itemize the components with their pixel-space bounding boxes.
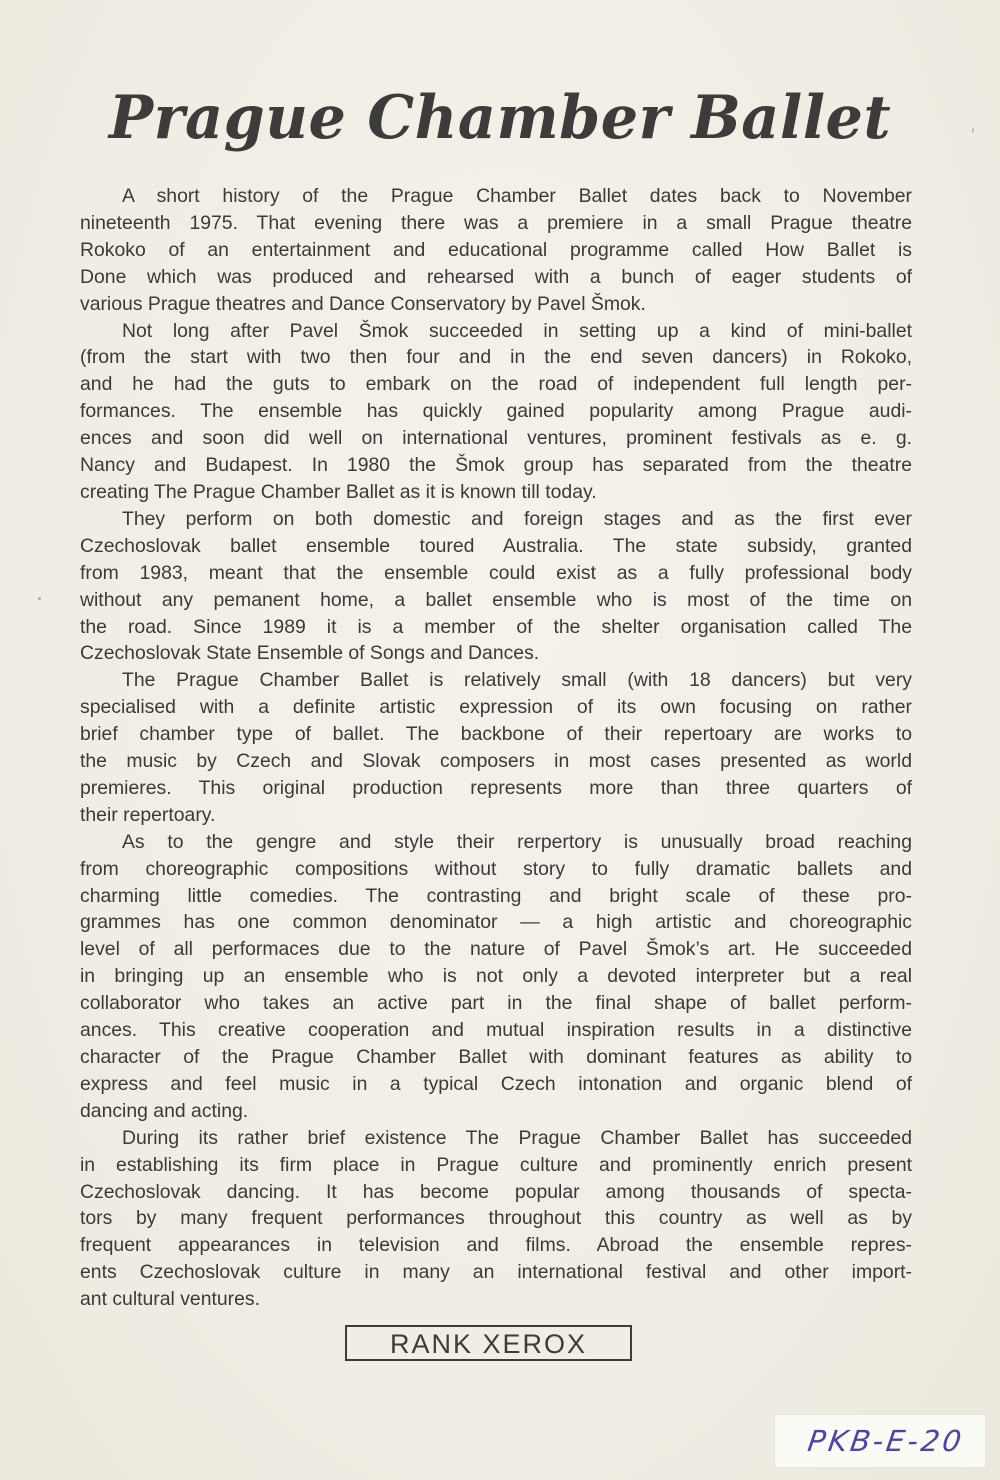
text-line: During its rather brief existence The Prague Chamber Ballet has succeeded (122, 1126, 912, 1149)
paragraph (80, 667, 912, 828)
text-line: dancing and acting. (80, 1099, 249, 1122)
text-line: A short history of the Prague Chamber Ballet dates back to November (122, 185, 912, 207)
paragraph (80, 506, 912, 667)
text-line: level of all performaces due to the nature of Pavel Šmok’s art. He succeeded (80, 938, 912, 961)
text-line: They perform on both domestic and foreign stages and as the first ever (122, 507, 912, 530)
text-line: express and feel music in a typical Czech intonation and organic blend of (80, 1072, 912, 1095)
paper-speck (38, 597, 41, 600)
archive-label-text: PKB-E-20 (805, 1424, 967, 1458)
text-line: Not long after Pavel Šmok succeeded in setting up a kind of mini-ballet (122, 319, 912, 342)
text-line: As to the gengre and style their rerpertory is unusually broad reaching (122, 830, 912, 853)
text-line: nineteenth 1975. That evening there was a premiere in a small Prague theatre (80, 211, 912, 234)
text-line: brief chamber type of ballet. The backbone of their repertoary are works to (80, 723, 912, 746)
text-line: various Prague theatres and Dance Conservatory by Pavel Šmok. (80, 292, 646, 315)
text-line: in bringing up an ensemble who is not only a devoted interpreter but a real (80, 965, 912, 988)
text-line: specialised with a definite artistic expression of its own focusing on rather (80, 696, 912, 719)
text-line: their repertoary. (80, 803, 216, 826)
text-line: ents Czechoslovak culture in many an international festival and other import- (80, 1261, 912, 1284)
paper-speck (972, 128, 974, 133)
text-line: ant cultural ventures. (80, 1288, 260, 1311)
text-line: grammes has one common denominator — a high artistic and choreographic (80, 911, 912, 934)
text-line: The Prague Chamber Ballet is relatively small (with 18 dancers) but very (122, 669, 912, 692)
text-line: the road. Since 1989 it is a member of the shelter organisation called The (80, 615, 912, 638)
paragraph (80, 318, 912, 506)
text-line: tors by many frequent performances throughout this country as well as by (80, 1207, 912, 1230)
paragraph (80, 1125, 912, 1313)
text-line: without any pemanent home, a ballet ensemble who is most of the time on (80, 588, 912, 611)
document-body (80, 183, 912, 1313)
text-line: the music by Czech and Slovak composers in most cases presented as world (80, 750, 912, 773)
text-line: Nancy and Budapest. In 1980 the Šmok group has separated from the theatre (80, 454, 912, 477)
text-line: from choreographic compositions without story to fully dramatic ballets and (80, 857, 912, 880)
document-title: Prague Chamber Ballet (108, 83, 892, 153)
text-line: Czechoslovak State Ensemble of Songs and Dances. (80, 642, 540, 665)
text-line: (from the start with two then four and in the end seven dancers) in Rokoko, (80, 346, 912, 369)
paragraph (80, 829, 912, 1125)
text-line: Czechoslovak ballet ensemble toured Australia. The state subsidy, granted (80, 534, 912, 557)
text-line: Rokoko of an entertainment and educational programme called How Ballet is (80, 238, 912, 261)
text-line: from 1983, meant that the ensemble could exist as a fully professional body (80, 561, 912, 584)
text-line: charming little comedies. The contrasting and bright scale of these pro- (80, 884, 912, 907)
text-line: premieres. This original production represents more than three quarters of (80, 776, 912, 799)
text-line: and he had the guts to embark on the road of independent full length per- (80, 373, 912, 396)
text-line: formances. The ensemble has quickly gained popularity among Prague audi- (80, 400, 912, 423)
text-line: in establishing its firm place in Prague culture and prominently enrich present (80, 1153, 912, 1176)
text-line: Czechoslovak dancing. It has become popular among thousands of specta- (80, 1180, 912, 1203)
text-line: Done which was produced and rehearsed with a bunch of eager students of (80, 265, 912, 288)
rank-xerox-stamp: RANK XEROX (345, 1325, 632, 1361)
paragraph (80, 183, 912, 318)
text-line: creating The Prague Chamber Ballet as it is known till today. (80, 480, 597, 503)
text-line: collaborator who takes an active part in the final shape of ballet perform- (80, 992, 912, 1015)
text-line: ences and soon did well on international ventures, prominent festivals as e. g. (80, 427, 912, 450)
text-line: character of the Prague Chamber Ballet with dominant features as ability to (80, 1046, 912, 1068)
text-line: frequent appearances in television and films. Abroad the ensemble repres- (80, 1234, 912, 1257)
text-line: ances. This creative cooperation and mutual inspiration results in a distinctive (80, 1019, 912, 1042)
